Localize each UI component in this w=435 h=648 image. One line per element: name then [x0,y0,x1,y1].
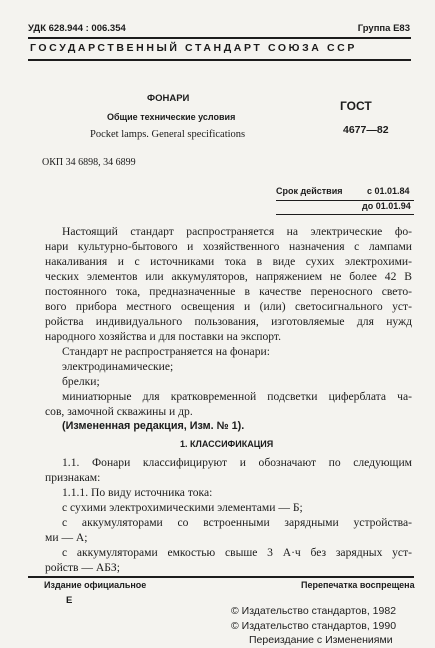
copyright-line: © Издательство стандартов, 1990 [231,620,397,632]
section-heading: 1. КЛАССИФИКАЦИЯ [180,439,274,449]
exclusion-item: электродинамические; [62,360,174,373]
validity-label: Срок действия [276,186,343,196]
okp-codes: ОКП 34 6898, 34 6899 [42,157,136,168]
classification-item: ми — А; [45,531,88,544]
classification-item: с сухими электрохимическими элементами — Б; [62,501,303,514]
udc-code: УДК 628.944 : 006.354 [28,23,126,34]
exclusion-item: брелки; [62,375,100,388]
intro-line: ческих элементов или аккумуляторов, напряжением не более 42 В [45,270,412,283]
classification-item: с аккумуляторами со встроенными зарядными устройства- [62,516,412,529]
standard-title-en: Pocket lamps. General specifications [90,129,246,140]
reissue-note: Переиздание с Изменениями [249,634,393,646]
copyright-line: © Издательство стандартов, 1982 [231,605,397,617]
validity-from: с 01.01.84 [367,186,410,196]
exclusion-item: миниатюрные для кратковременной подсветки циферблата ча- [62,390,412,403]
edition-letter: Е [66,595,73,606]
intro-line: вого прибора местного освещения и (или) светосигнального уст- [45,300,412,313]
classification-item: ройств — АБЗ; [45,561,120,574]
gost-label: ГОСТ [340,99,372,113]
section-paragraph: 1.1. Фонари классифицируют и обозначают по следующим [62,456,412,469]
standard-subtitle: Общие технические условия [107,112,236,122]
section-paragraph: признакам: [45,471,101,484]
amendment-note: (Измененная редакция, Изм. № 1). [62,420,245,432]
agency-name: ГОСУДАРСТВЕННЫЙ СТАНДАРТ СОЮЗА ССР [30,42,357,54]
intro-line: народного хозяйства и для поставки на экспорт. [45,330,281,343]
group-code: Группа Е83 [357,23,410,34]
standard-title: ФОНАРИ [147,93,190,104]
exclusion-lead: Стандарт не распространяется на фонари: [62,345,270,358]
intro-line: Настоящий стандарт распространяется на электрические фо- [62,225,412,238]
classification-item: с аккумуляторами емкостью свыше 3 А·ч без зарядных уст- [62,546,412,559]
exclusion-item-cont: сов, замочной скважины и др. [45,405,193,418]
intro-line: нари культурно-бытового и хозяйственного назначения с лампами [45,240,412,253]
validity-rule-lower [276,214,414,215]
header-rule-lower [28,59,411,61]
edition-note: Издание официальное [44,580,147,590]
intro-line: ройства индивидуального пользования, изготовляемые для нужд [45,315,412,328]
gost-number: 4677—82 [343,124,389,136]
validity-to: до 01.01.94 [362,201,411,211]
section-subparagraph: 1.1.1. По виду источника тока: [62,486,213,499]
header-rule [28,37,411,39]
reprint-note: Перепечатка воспрещена [301,580,415,590]
intro-line: накаливания и с источниками тока в виде сухих электрохими- [45,255,412,268]
footer-rule [28,576,414,578]
intro-line: постоянного тока, предназначенные в качестве переносного свето- [45,285,412,298]
